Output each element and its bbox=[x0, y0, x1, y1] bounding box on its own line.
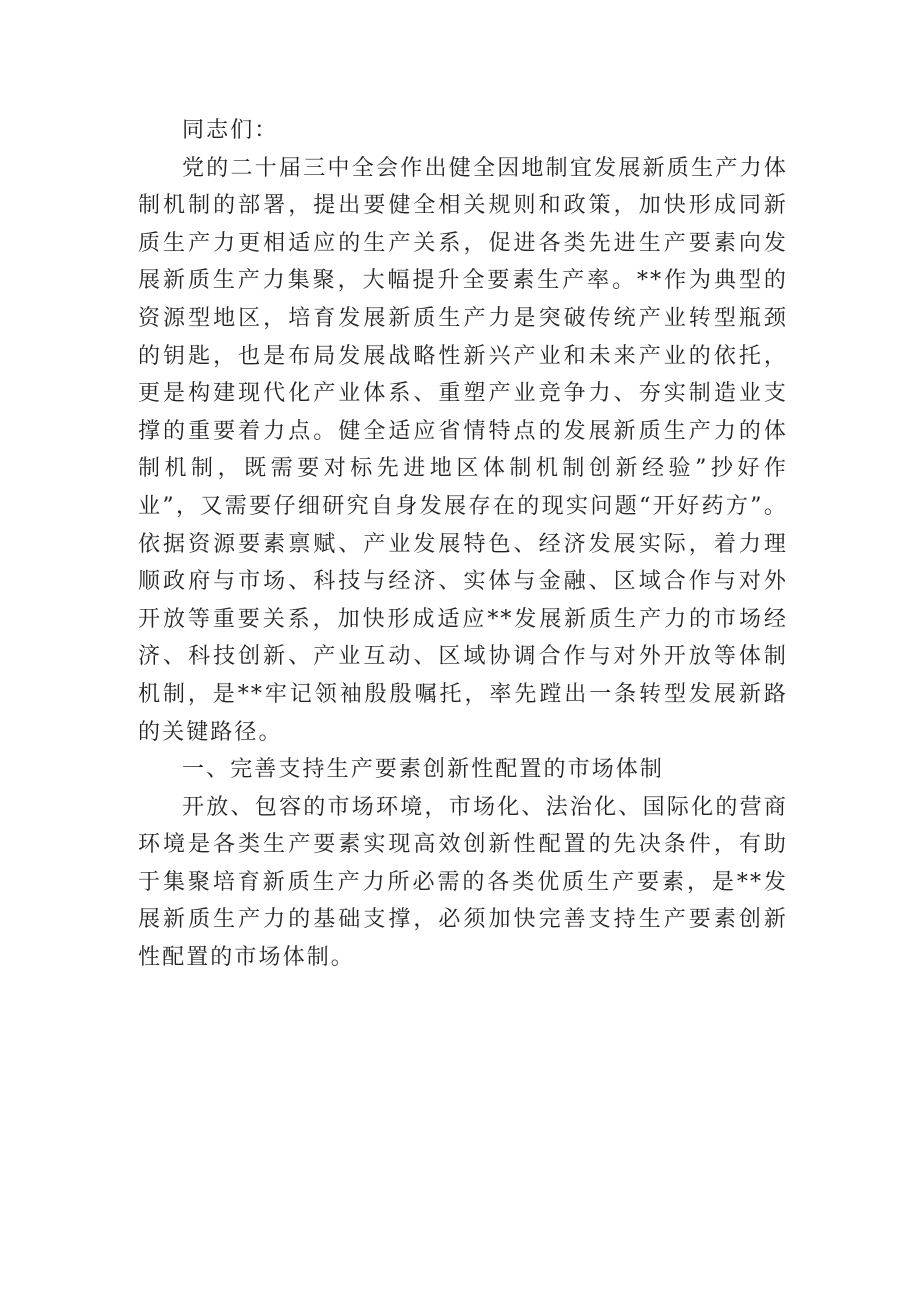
section-heading: 一、完善支持生产要素创新性配置的市场体制 bbox=[182, 757, 665, 783]
intro-paragraph: 党的二十届三中全会作出健全因地制宜发展新质生产力体制机制的部署，提出要健全相关规则和政策，加快形成同新质生产力更相适应的生产关系，促进各类先进生产要素向发展新质生产力集聚，大幅提升全要素生产率。**作为典型的资源型地区，培育发展新质生产力是突破传统产业转型瓶颈的钥匙，也是布局发展战略性新兴产业和未来产业的依托，更是构建现代化产业体系、重塑产业竞争力、夯实制造业支撑的重要着力点。健全适应省情特点的发展新质生产力的体制机制，既需要对标先进地区体制机制创新经验”抄好作业”，又需要仔细研究自身发展存在的现实问题“开好药方”。依据资源要素禀赋、产业发展特色、经济发展实际，着力理顺政府与市场、科技与经济、实体与金融、区域合作与对外开放等重要关系，加快形成适应**发展新质生产力的市场经济、科技创新、产业互动、区域协调合作与对外开放等体制机制，是**牢记领袖殷殷嘱托，率先蹚出一条转型发展新路的关键路径。 bbox=[138, 155, 788, 745]
section-paragraph: 开放、包容的市场环境，市场化、法治化、国际化的营商环境是各类生产要素实现高效创新性配置的先决条件，有助于集聚培育新质生产力所必需的各类优质生产要素，是**发展新质生产力的基础支撑，必须加快完善支持生产要素创新性配置的市场体制。 bbox=[138, 794, 788, 971]
document-body bbox=[138, 112, 788, 977]
salutation: 同志们： bbox=[182, 118, 279, 143]
